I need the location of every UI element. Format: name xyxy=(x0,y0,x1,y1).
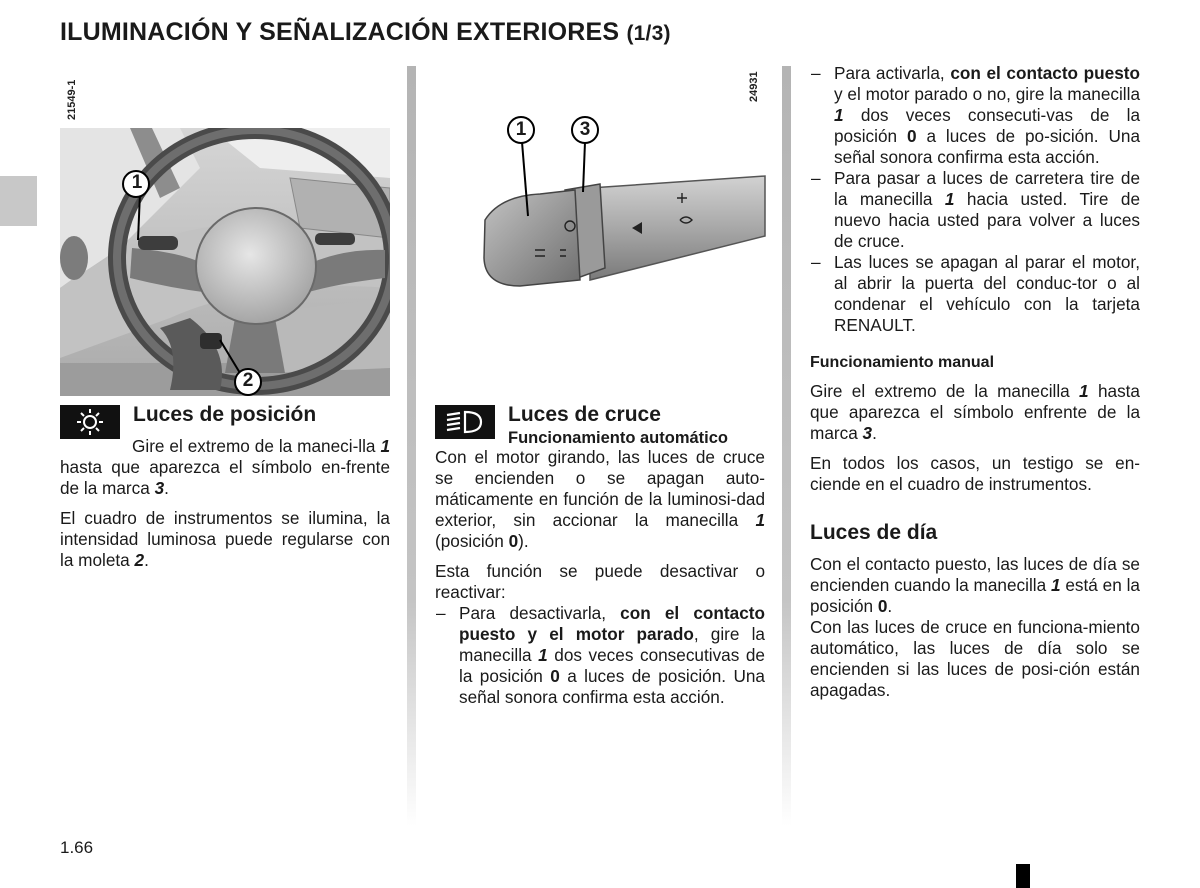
callout-2-label: 2 xyxy=(242,370,254,391)
paragraph xyxy=(435,447,765,552)
page-marker xyxy=(1016,864,1030,888)
heading-luces-dia: Luces de día xyxy=(810,521,938,544)
text-run: dos veces consecuti-vas de la posición xyxy=(834,105,1140,146)
text-run: Las luces se apagan al parar el motor, al abrir la puerta del conduc-tor o al condenar el vehículo con la tarjeta RENAULT. xyxy=(834,252,1140,335)
paragraph xyxy=(435,561,765,603)
text-run: El cuadro de instrumentos se ilumina, la intensidad luminosa puede regularse con la moleta xyxy=(60,508,390,570)
list-item xyxy=(435,603,765,708)
steering-wheel-illustration xyxy=(60,128,390,396)
text-run: Con el contacto puesto, las luces de día se encienden cuando la manecilla xyxy=(810,554,1140,595)
text-run: y el motor parado o no, gire la manecilla xyxy=(834,84,1140,104)
paragraph xyxy=(60,436,390,499)
text-run: Para desactivarla, xyxy=(459,603,621,623)
text-run: Para pasar a luces de carretera tire de la manecilla xyxy=(834,168,1140,209)
emphasis-text: 1 xyxy=(1079,381,1089,401)
heading-luces-posicion: Luces de posición xyxy=(133,403,317,426)
emphasis-text: 1 xyxy=(1050,575,1061,595)
heading-luces-cruce: Luces de cruce xyxy=(508,403,661,426)
subheading-automatico: Funcionamiento automático xyxy=(508,429,729,447)
callout-3-label: 3 xyxy=(579,119,591,140)
text-run: , gire la manecilla xyxy=(459,624,765,665)
emphasis-text: 3 xyxy=(154,478,165,498)
text-run: hacia usted. Tire de nuevo hacia usted para volver a luces de cruce. xyxy=(834,189,1140,251)
text-run: Esta función se puede desactivar o reactivar: xyxy=(435,561,765,602)
text-run: está en la posición xyxy=(810,575,1140,616)
column-divider xyxy=(407,66,416,826)
emphasis-text: 0 xyxy=(508,531,519,551)
text-run: Gire el extremo de la manecilla xyxy=(810,381,1080,401)
page-title xyxy=(60,18,671,47)
text-run: Con el motor girando, las luces de cruce se encienden o se apagan auto-máticamente en función de la luminosi-dad exterior, sin accionar la manecilla xyxy=(435,447,765,530)
list-item xyxy=(810,63,1140,168)
text-run: dos veces consecutivas de la posición xyxy=(459,645,765,686)
paragraph xyxy=(60,508,390,571)
page-number: 1.66 xyxy=(60,838,94,857)
emphasis-text: con el contacto puesto xyxy=(950,63,1140,83)
emphasis-text: 0 xyxy=(550,666,560,686)
text-run: a luces de posición. Una señal sonora confirma esta acción. xyxy=(459,666,765,707)
emphasis-text: 2 xyxy=(134,550,145,570)
text-run: . xyxy=(887,596,893,616)
text-run: a luces de po-sición. Una señal sonora confirma esta acción. xyxy=(834,126,1141,167)
list-item xyxy=(810,252,1140,336)
emphasis-text: 1 xyxy=(944,189,955,209)
paragraph xyxy=(810,453,1140,495)
emphasis-text: 1 xyxy=(380,436,390,456)
figure-ref-code: 21549-1 xyxy=(66,79,78,120)
emphasis-text: 3 xyxy=(862,423,873,443)
emphasis-text: 1 xyxy=(538,645,548,665)
emphasis-text: 1 xyxy=(755,510,765,530)
emphasis-text: 1 xyxy=(834,105,844,125)
text-run: En todos los casos, un testigo se en-ciende en el cuadro de instrumentos. xyxy=(810,453,1140,494)
emphasis-text: 0 xyxy=(906,126,917,146)
text-run: ). xyxy=(518,531,529,551)
page-title-part: (1/3) xyxy=(626,22,671,45)
figure-ref-code: 24931 xyxy=(748,71,760,102)
paragraph xyxy=(810,381,1140,444)
callout-1-label: 1 xyxy=(515,119,527,140)
callout-1-label: 1 xyxy=(131,172,143,193)
list-item xyxy=(810,168,1140,252)
text-run: Con las luces de cruce en funciona-miento automático, las luces de día solo se encienden si las luces de posi-ción están apagadas. xyxy=(810,617,1140,700)
text-run: . xyxy=(872,423,877,443)
text-run: (posición xyxy=(435,531,509,551)
text-run: Gire el extremo de la maneci-lla xyxy=(132,436,381,456)
section-tab xyxy=(0,176,37,226)
page-title-text: ILUMINACIÓN Y SEÑALIZACIÓN EXTERIORES xyxy=(60,18,620,46)
paragraph xyxy=(810,554,1140,617)
text-run: . xyxy=(164,478,169,498)
dipped-beam-icon xyxy=(435,405,495,439)
paragraph xyxy=(810,617,1140,701)
column-divider xyxy=(782,66,791,826)
emphasis-text: con el contacto puesto y el motor parado xyxy=(459,603,765,644)
text-run: hasta que aparezca el símbolo enfrente de la marca xyxy=(810,381,1140,443)
subheading-manual: Funcionamiento manual xyxy=(810,354,995,371)
position-lights-icon xyxy=(60,405,120,439)
text-run: Para activarla, xyxy=(834,63,951,83)
light-stalk-illustration xyxy=(440,108,770,298)
emphasis-text: 0 xyxy=(877,596,888,616)
text-run: hasta que aparezca el símbolo en-frente de la marca xyxy=(60,457,390,498)
text-run: . xyxy=(144,550,149,570)
